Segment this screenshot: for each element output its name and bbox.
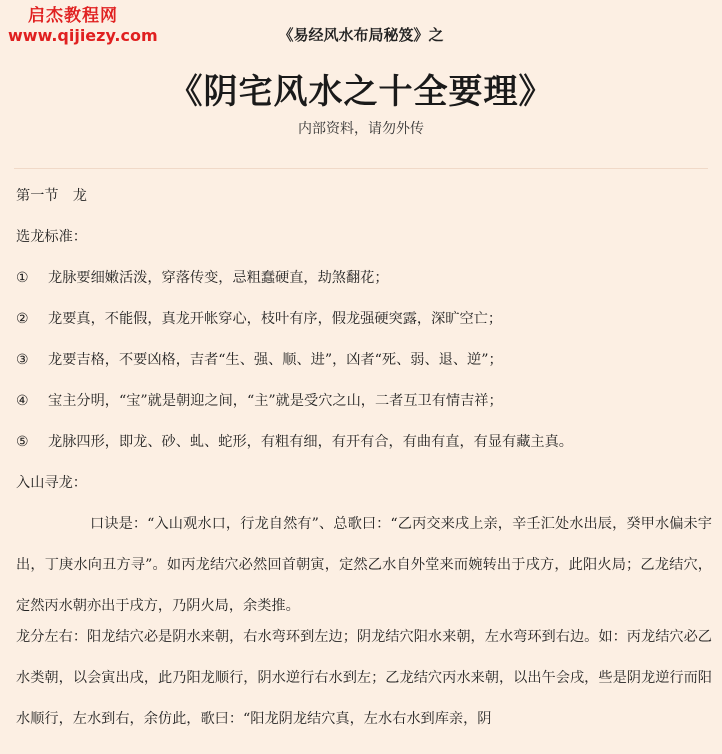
list-item bbox=[16, 350, 712, 370]
section-heading: 第一节 龙 bbox=[16, 188, 87, 204]
left-right-paragraph: 龙分左右：阳龙结穴必是阴水来朝，右水弯环到左边；阴龙结穴阳水来朝，左水弯环到右边。如：丙龙结穴必乙水类朝，以会寅出戌，此乃阳龙顺行，阴水逆行右水到左；乙龙结穴丙水来朝，以出午会戌，些是阴龙逆行而阳水顺行，左水到右，余仿此，歌曰：“阳龙阴龙结穴真，左水右水到库亲，阴 bbox=[16, 629, 712, 727]
page-title: 《阴宅风水之十全要理》 bbox=[168, 72, 554, 112]
mountain-paragraph: 口诀是：“入山观水口，行龙自然有”、总歌曰：“乙丙交来戌上亲，辛壬汇处水出辰，癸甲水偏未宇出，丁庚水向丑方寻”。如丙龙结穴必然回首朝寅，定然乙水自外堂来而婉转出于戌方，此阳火局；乙龙结穴，定然丙水朝亦出于戌方，乃阴火局，余类推。 bbox=[16, 516, 712, 614]
item-text: 龙脉四形，即龙、砂、虬、蛇形，有粗有细，有开有合，有曲有直，有显有藏主真。 bbox=[48, 434, 573, 450]
document-body bbox=[16, 186, 712, 740]
item-text: 龙要吉格，不要凶格，吉者“生、强、顺、进”，凶者“死、弱、退、逆”； bbox=[48, 352, 503, 368]
watermark-url: www.qijiezy.com bbox=[8, 26, 158, 45]
list-item bbox=[16, 309, 712, 329]
watermark-name: 启杰教程网 bbox=[28, 6, 118, 26]
list-item bbox=[16, 432, 712, 452]
item-number: ④ bbox=[16, 393, 29, 409]
header-divider bbox=[14, 168, 708, 169]
item-text: 宝主分明，“宝”就是朝迎之间，“主”就是受穴之山，二者互卫有情吉祥； bbox=[48, 393, 503, 409]
item-text: 龙要真，不能假，真龙开帐穿心，枝叶有序，假龙强硬突露，深旷空亡； bbox=[48, 311, 503, 327]
item-text: 龙脉要细嫩活泼，穿落传变，忌粗蠢硬直，劫煞翻花； bbox=[48, 270, 389, 286]
list-item bbox=[16, 391, 712, 411]
series-title: 《易经风水布局秘笈》之 bbox=[278, 26, 444, 44]
item-number: ① bbox=[16, 270, 29, 286]
item-number: ③ bbox=[16, 352, 29, 368]
mountain-label: 入山寻龙： bbox=[16, 475, 87, 491]
standards-label: 选龙标准： bbox=[16, 229, 87, 245]
page-subtitle: 内部资料，请勿外传 bbox=[298, 121, 424, 137]
item-number: ⑤ bbox=[16, 434, 29, 450]
item-number: ② bbox=[16, 311, 29, 327]
list-item bbox=[16, 268, 712, 288]
